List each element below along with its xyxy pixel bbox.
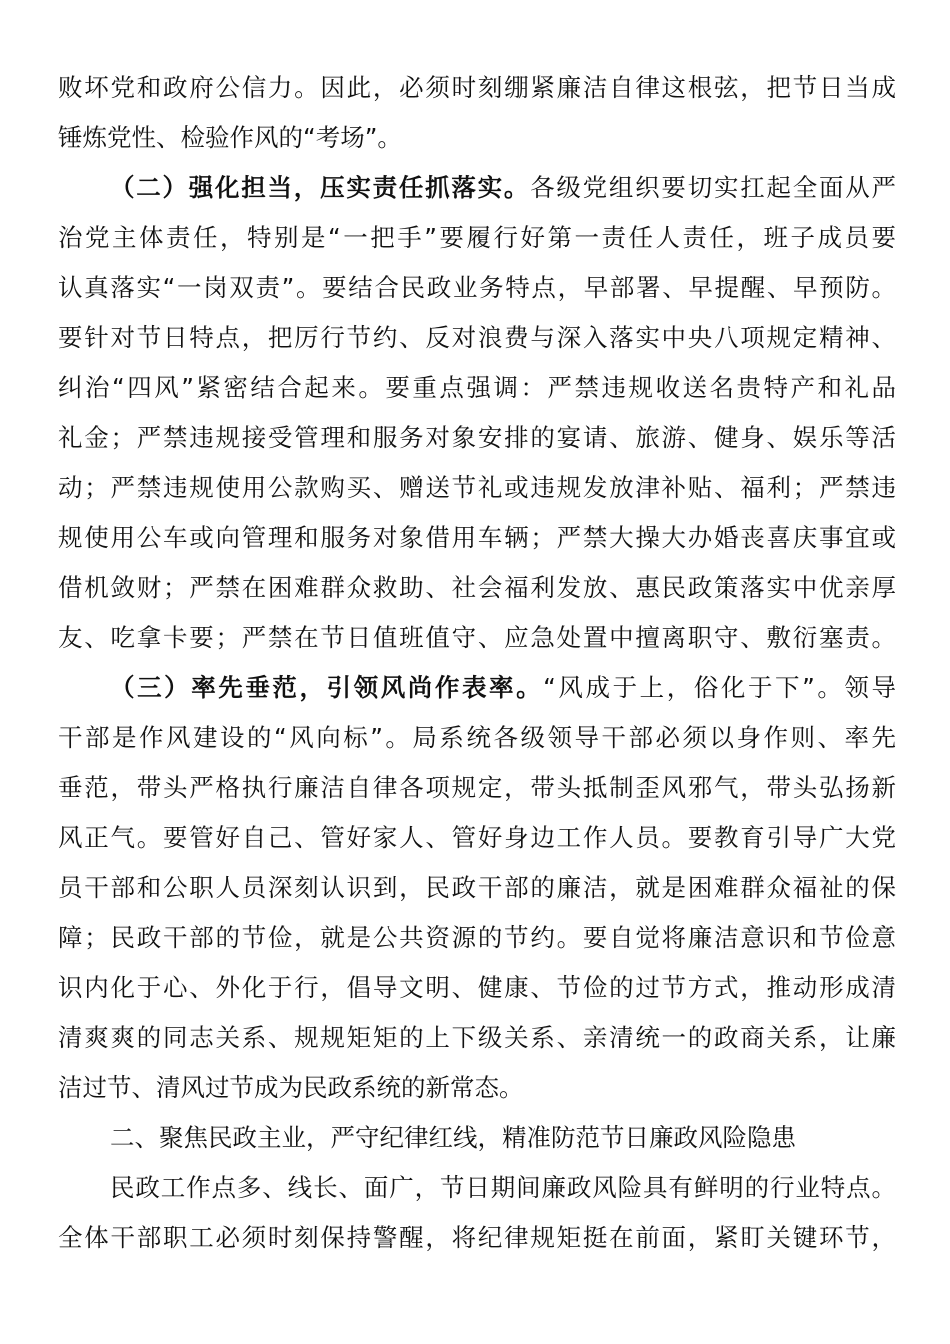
- section-heading: （三）率先垂范，引领风尚作表率。: [110, 673, 544, 702]
- body-text-line: 垂范，带头严格执行廉洁自律各项规定，带头抵制歪风邪气，带头弘扬新: [58, 773, 896, 802]
- body-text-line: 洁过节、清风过节成为民政系统的新常态。: [58, 1073, 524, 1102]
- body-text-line: 治党主体责任，特别是“一把手”要履行好第一责任人责任，班子成员要: [58, 223, 896, 252]
- body-text-line: 认真落实“一岗双责”。要结合民政业务特点，早部署、早提醒、早预防。: [58, 273, 896, 302]
- section-heading: （二）强化担当，压实责任抓落实。: [110, 173, 531, 202]
- body-text-line: 民政工作点多、线长、面广，节日期间廉政风险具有鲜明的行业特点。: [110, 1173, 896, 1202]
- body-text-line: 友、吃拿卡要；严禁在节日值班值守、应急处置中擅离职守、敷衍塞责。: [58, 623, 896, 652]
- body-text-line: 员干部和公职人员深刻认识到，民政干部的廉洁，就是困难群众福祉的保: [58, 873, 896, 902]
- body-text-line: 全体干部职工必须时刻保持警醒，将纪律规矩挺在前面，紧盯关键环节，: [58, 1223, 896, 1252]
- body-text-line: 借机敛财；严禁在困难群众救助、社会福利发放、惠民政策落实中优亲厚: [58, 573, 896, 602]
- body-text-line: 规使用公车或向管理和服务对象借用车辆；严禁大操大办婚丧喜庆事宜或: [58, 523, 896, 552]
- section-heading-line: （三）率先垂范，引领风尚作表率。“风成于上，俗化于下”。领导: [110, 673, 896, 702]
- chapter-heading-line: [110, 1118, 896, 1158]
- body-text-line: 败坏党和政府公信力。因此，必须时刻绷紧廉洁自律这根弦，把节日当成: [58, 73, 896, 102]
- body-text-line: 要针对节日特点，把厉行节约、反对浪费与深入落实中央八项规定精神、: [58, 323, 896, 352]
- body-text-line: 干部是作风建设的“风向标”。局系统各级领导干部必须以身作则、率先: [58, 723, 896, 752]
- section-heading-line: （二）强化担当，压实责任抓落实。各级党组织要切实扛起全面从严: [110, 173, 896, 202]
- body-text-line: 风正气。要管好自己、管好家人、管好身边工作人员。要教育引导广大党: [58, 823, 896, 852]
- body-text-line: 识内化于心、外化于行，倡导文明、健康、节俭的过节方式，推动形成清: [58, 973, 896, 1002]
- body-text-line: 障；民政干部的节俭，就是公共资源的节约。要自觉将廉洁意识和节俭意: [58, 923, 896, 952]
- body-text-line: 纠治“四风”紧密结合起来。要重点强调：严禁违规收送名贵特产和礼品: [58, 373, 896, 402]
- chapter-heading: 二、聚焦民政主业，严守纪律红线，精准防范节日廉政风险隐患: [110, 1123, 796, 1152]
- body-text-line: 清爽爽的同志关系、规规矩矩的上下级关系、亲清统一的政商关系，让廉: [58, 1023, 896, 1052]
- body-text-line: 礼金；严禁违规接受管理和服务对象安排的宴请、旅游、健身、娱乐等活: [58, 423, 896, 452]
- body-text-line: 锤炼党性、检验作风的“考场”。: [58, 123, 402, 152]
- body-text-line: 动；严禁违规使用公款购买、赠送节礼或违规发放津补贴、福利；严禁违: [58, 473, 896, 502]
